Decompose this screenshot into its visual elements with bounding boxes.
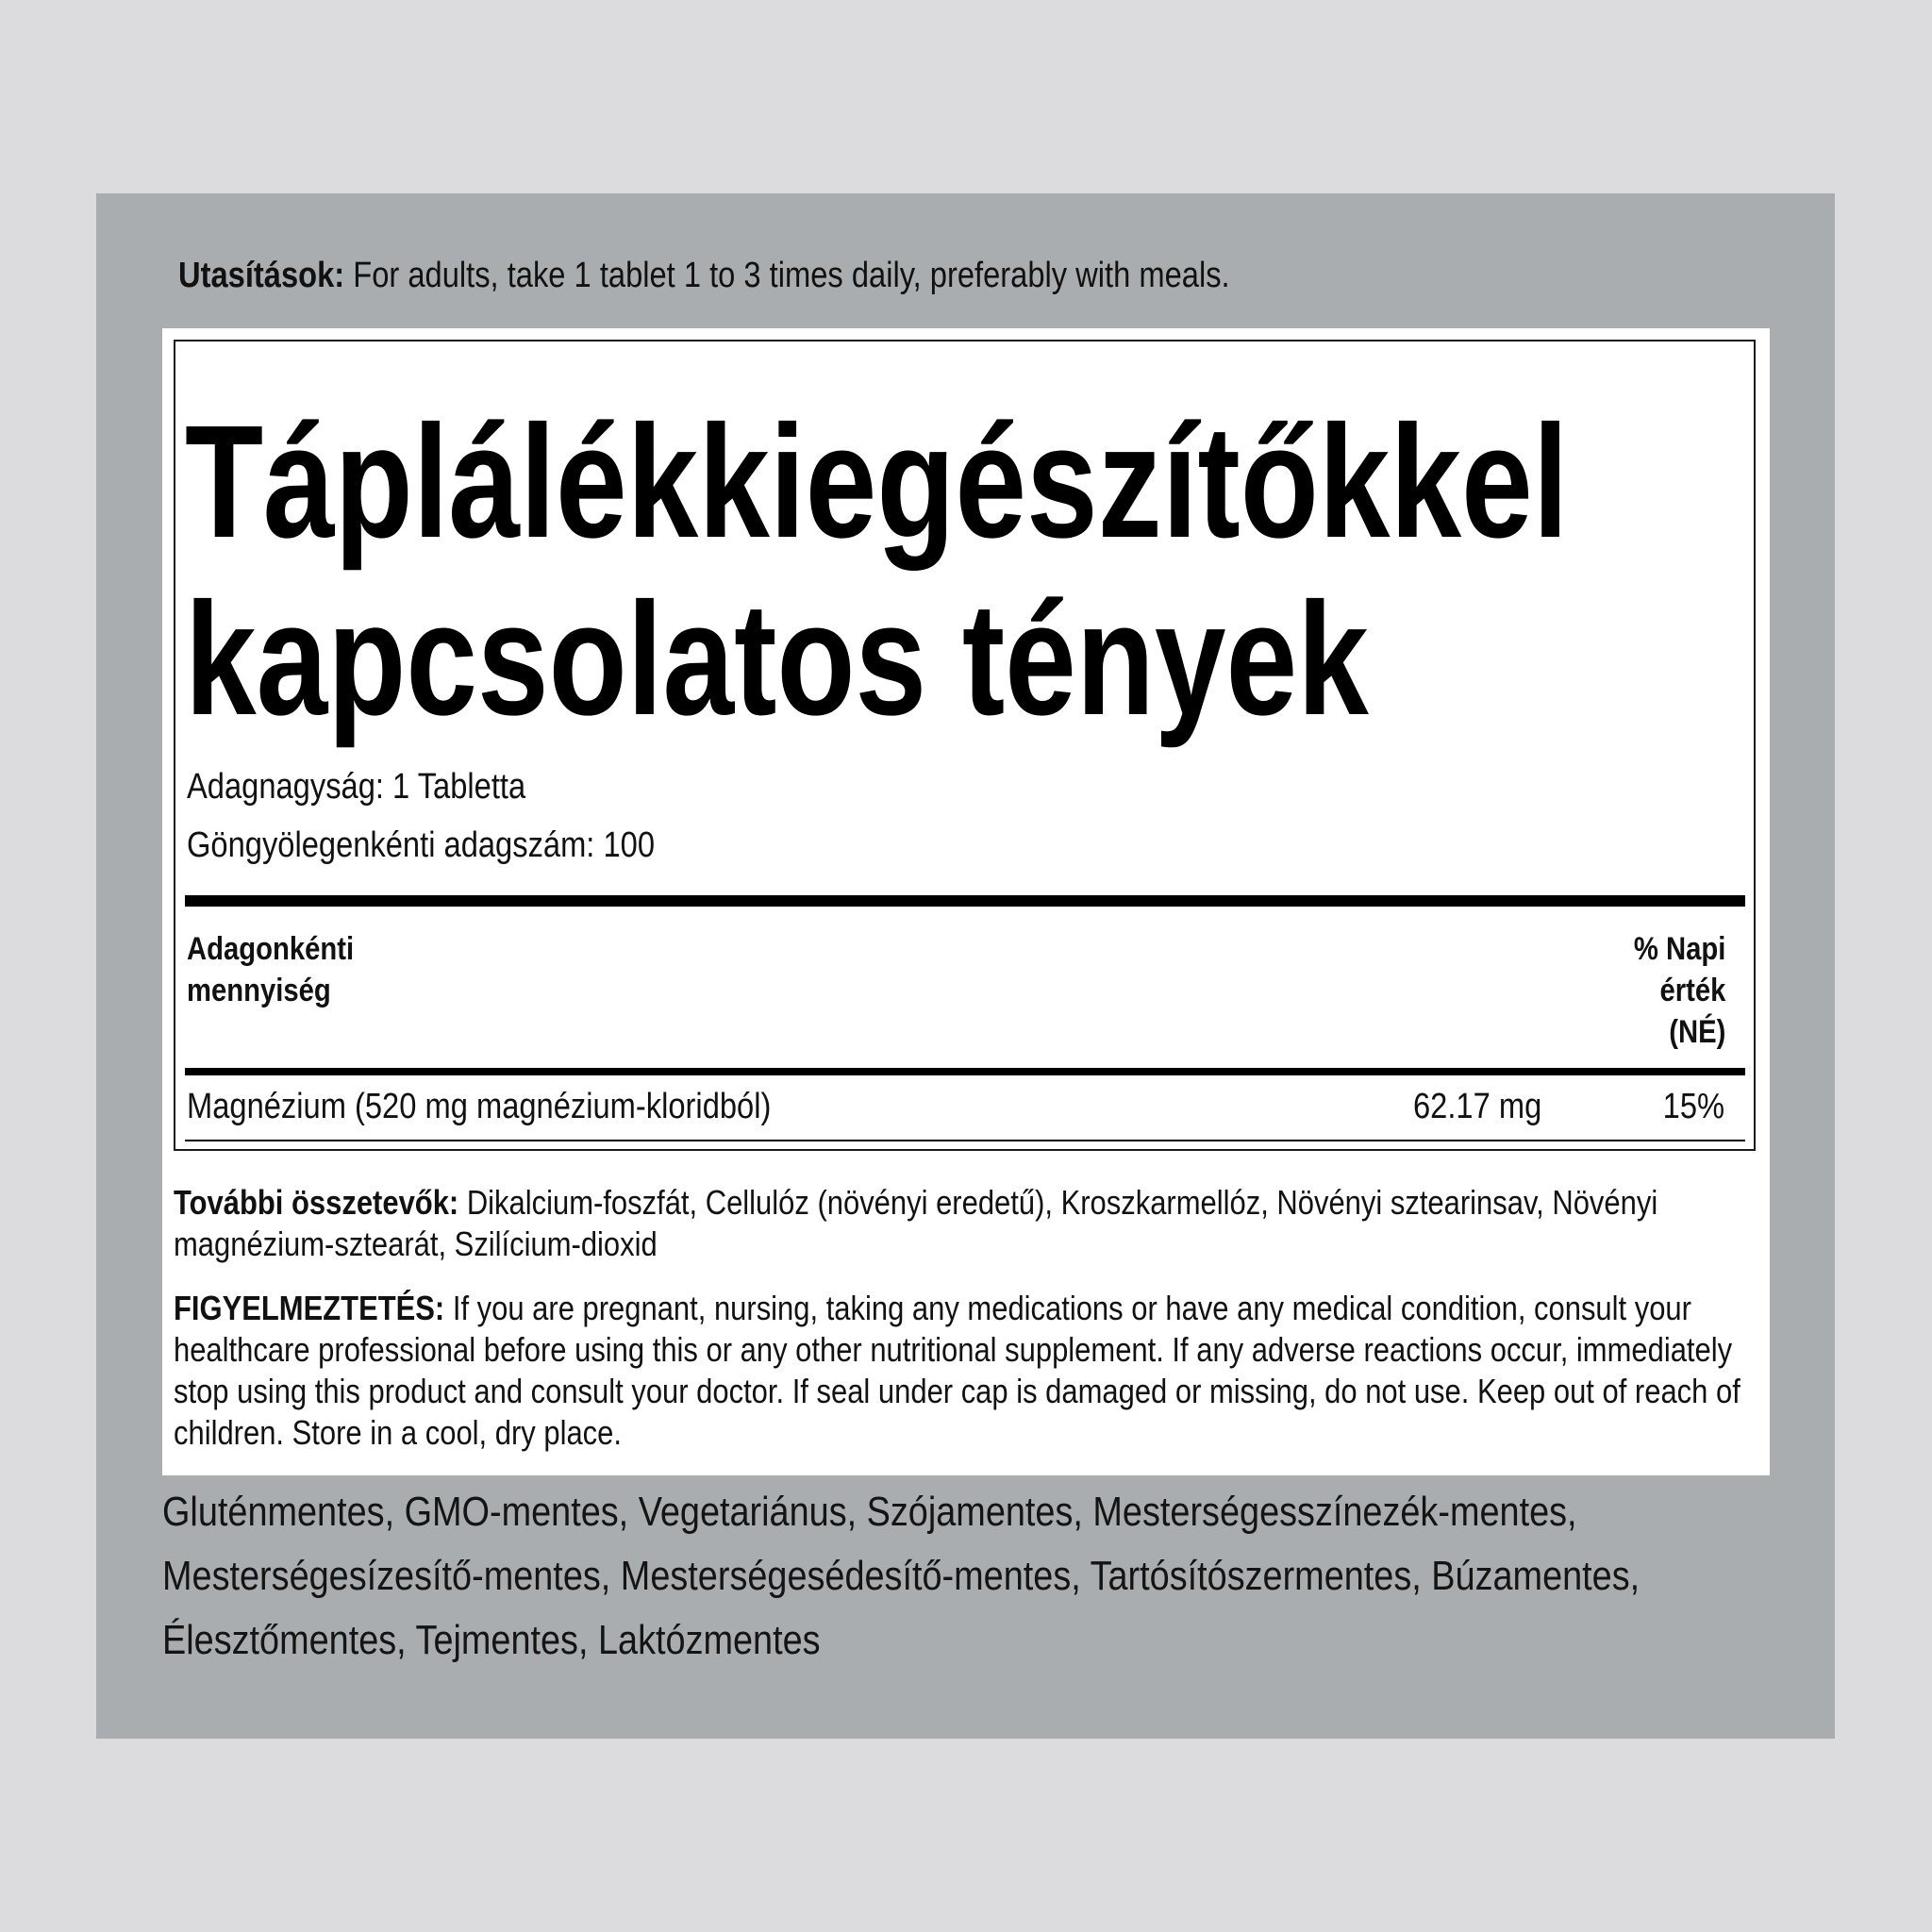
servings-per-container: Göngyölegenkénti adagszám: 100	[187, 825, 656, 865]
product-claims: Gluténmentes, GMO-mentes, Vegetariánus, Szójamentes, Mesterségesszínezék-mentes, Mesterségesízesítő-mentes, Mesterségesédesítő-mentes, Tartósítószermentes, Búzamentes, Élesztőmentes, Tejmentes, Laktózmentes	[162, 1489, 1641, 1663]
header-daily-value: % Napi érték (NÉ)	[1633, 931, 1725, 1050]
directions	[178, 254, 1230, 297]
other-ingredients-text: Dikalcium-foszfát, Cellulóz (növényi eredetű), Kroszkarmellóz, Növényi sztearinsav, Növényi magnézium-sztearát, Szilícium-dioxid	[174, 1183, 1658, 1263]
nutrient-name: Magnézium (520 mg magnézium-kloridból)	[187, 1087, 772, 1126]
divider-thin	[185, 1140, 1745, 1141]
title-line-2: kapcsolatos tények	[185, 570, 1369, 749]
warning-label: FIGYELMEZTETÉS:	[174, 1289, 445, 1327]
other-ingredients	[174, 1182, 1772, 1265]
label-panel	[96, 193, 1835, 1739]
directions-text: For adults, take 1 tablet 1 to 3 times daily, preferably with meals.	[344, 256, 1230, 295]
label-card	[162, 328, 1770, 1475]
serving-size: Adagnagyság: 1 Tabletta	[187, 767, 526, 807]
warning-text: If you are pregnant, nursing, taking any medications or have any medical condition, consult your healthcare professional before using this or any other nutritional supplement. If any adverse reactions occur, immediately stop using this product and consult your doctor. If seal under cap is damaged or missing, do not use. Keep out of reach of children. Store in a cool, dry place.	[174, 1289, 1740, 1452]
directions-label: Utasítások:	[178, 256, 345, 295]
header-amount-per-serving: Adagonkénti mennyiség	[187, 931, 355, 1008]
supplement-facts-box	[174, 340, 1756, 1151]
title-line-1: Táplálékkiegészítőkkel	[185, 392, 1569, 572]
divider-thick	[185, 895, 1745, 907]
supplement-facts-title	[185, 393, 1569, 748]
nutrient-amount: 62.17 mg	[1413, 1087, 1542, 1126]
divider-medium	[185, 1068, 1745, 1075]
other-ingredients-label: További összetevők:	[174, 1183, 459, 1222]
warning	[174, 1288, 1772, 1454]
nutrient-row	[187, 1080, 1724, 1133]
nutrient-daily-value: 15%	[1662, 1087, 1724, 1126]
